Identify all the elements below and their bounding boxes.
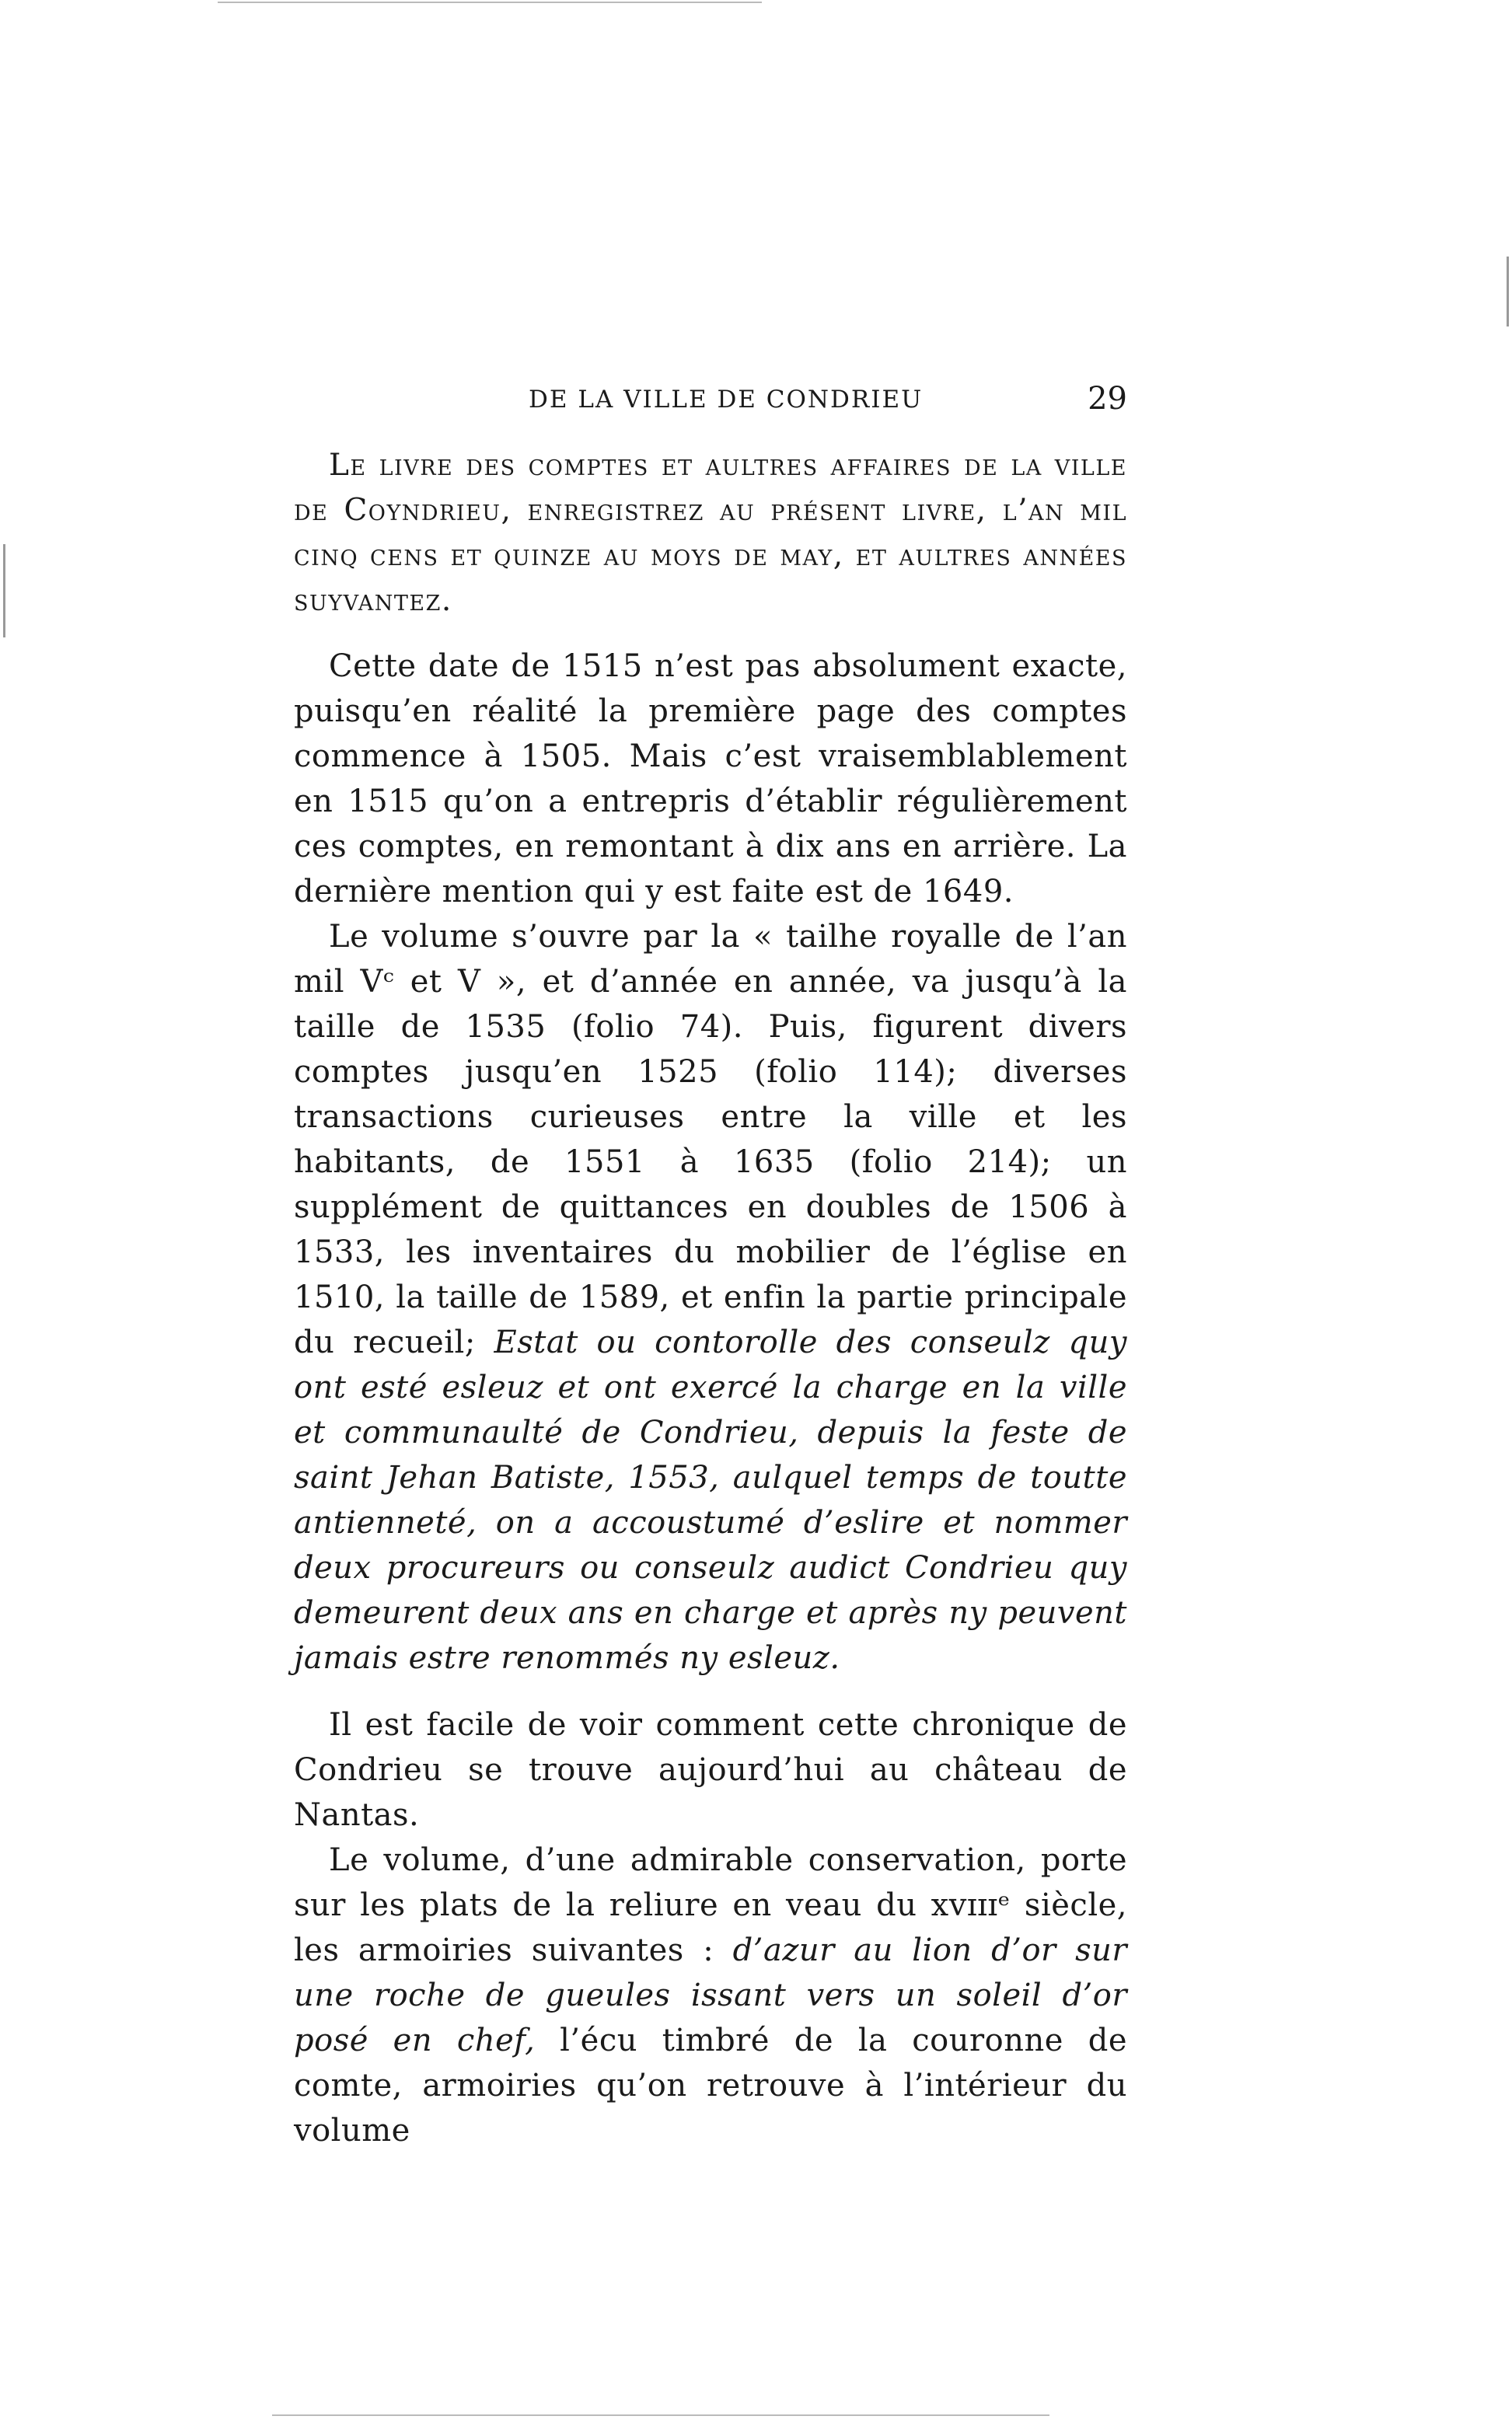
text-block: [294, 443, 1127, 2153]
bottom-edge-line: [272, 2414, 1049, 2416]
running-title: DE LA VILLE DE CONDRIEU: [529, 386, 924, 414]
paragraph-contents-italic: Estat ou contorolle des conseulz quy ont esté esleuz et ont exercé la charge en la ville et communaulté de Condrieu, depuis la feste de saint Jehan Batiste, 1553, aulquel temps de toutte antienneté, on a accoustumé d’eslire et nommer deux procureurs ou conseulz audict Condrieu quy demeurent deux ans en charge et après ny peuvent jamais estre renommés ny esleuz.: [294, 1325, 1127, 1676]
paragraph-date: Cette date de 1515 n’est pas absolument exacte, puisqu’en réalité la première page des comptes commence à 1505. Mais c’est vraisemblablement en 1515 qu’on a entrepris d’établir régulièrement ces comptes, en remontant à dix ans en arrière. La dernière mention qui y est faite est de 1649.: [294, 648, 1127, 910]
left-edge-mark: [3, 544, 5, 637]
paragraph-binding-italic: d’azur au lion d’or sur une roche de gueules issant vers un soleil d’or posé en chef,: [294, 1932, 1127, 2058]
paragraph-binding-a: Le volume, d’une admirable conservation, porte sur les plats de la reliure en veau du xvɪɪɪᵉ siècle, les armoiries suivantes :: [294, 1842, 1127, 1968]
paragraph-provenance: Il est facile de voir comment cette chronique de Condrieu se trouve aujourd’hui au château de Nantas.: [294, 1707, 1127, 1833]
right-edge-mark: [1507, 257, 1509, 326]
paragraph-binding-b: l’écu timbré de la couronne de comte, armoiries qu’on retrouve à l’intérieur du volume: [294, 2023, 1127, 2149]
paragraph-contents-roman: Le volume s’ouvre par la « tailhe royalle de l’an mil Vᶜ et V », et d’année en année, va jusqu’à la taille de 1535 (folio 74). Puis, figurent divers comptes jusqu’en 1525 (folio 114); diverses transactions curieuses entre la ville et les habitants, de 1551 à 1635 (folio 214); un supplément de quittances en doubles de 1506 à 1533, les inventaires du mobilier de l’église en 1510, la taille de 1589, et enfin la partie principale du recueil;: [294, 919, 1127, 1360]
top-edge-line: [218, 2, 762, 3]
page-number: 29: [1088, 381, 1127, 417]
paragraph-binding: [294, 1838, 1127, 2153]
paragraph-contents: [294, 914, 1127, 1681]
running-head: [295, 381, 1127, 432]
record-title: Le livre des comptes et aultres affaires de la ville de Coyndrieu, enregistrez au présent livre, l’an mil cinq cens et quinze au moys de may, et aultres années suyvantez.: [294, 448, 1127, 618]
